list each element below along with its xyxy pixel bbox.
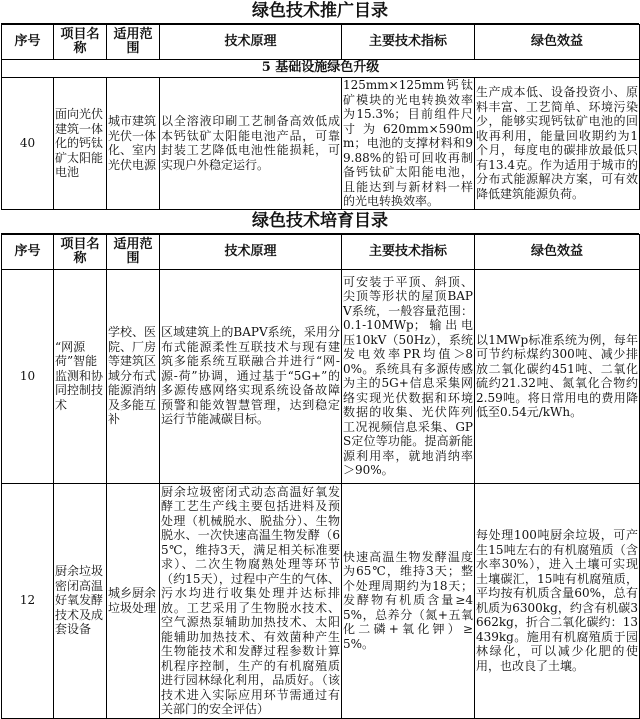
row-benefit: 每处理100吨厨余垃圾，可产生15吨左右的有机腐殖质（含水率30%），进入土壤可实现土壤碳汇，15吨有机腐殖质，平均按有机质含量60%，总有机质为6300kg，约含有机碳3662kg，折合二氧化碳约：13439kg。施用有机腐殖质于园林绿化，可以减少化肥的使用，也改良了土壤。 (475, 483, 640, 718)
table-row (2, 78, 640, 210)
header-name: 项目名称 (54, 25, 107, 60)
row-indicators: 可安装于平顶、斜顶、尖顶等形状的屋顶BAPV系统，一般容量范围：0.1-10MWp；输出电压10kV（50Hz），系统发电效率PR均值＞80%。系统具有多源传感为主的5G+信息采集网络实现光伏数据和环境数据的收集、光伏阵列工况视频信息采集、GPS定位等功能。提高新能源利用率，就地消纳率＞90%。 (342, 269, 475, 483)
cultivation-table (1, 234, 640, 719)
section-title-promotion: 绿色技术推广目录 (1, 0, 639, 24)
header-indicators: 主要技术指标 (342, 25, 475, 60)
row-name: 面向光伏建筑一体化的钙钛矿太阳能电池 (54, 78, 107, 210)
row-no: 12 (2, 483, 54, 718)
header-benefit: 绿色效益 (475, 25, 640, 60)
row-benefit: 生产成本低、设备投资小、原料丰富、工艺简单、环境污染少，能够实现钙钛矿电池的回收再利用，能量回收期约为1个月，每度电的碳排放最低只有13.4克。作为适用于城市的分布式能源解决方案，可有效降低建筑能源负荷。 (475, 78, 640, 210)
header-no: 序号 (2, 25, 54, 60)
table-row (2, 483, 640, 718)
row-no: 40 (2, 78, 54, 210)
row-principle: 以全溶液印刷工艺制备高效低成本钙钛矿太阳能电池产品，可靠封装工艺降低电池性能损耗，可实现户外稳定运行。 (160, 78, 342, 210)
header-scope: 适用范围 (107, 25, 160, 60)
row-principle: 区域建筑上的BAPV系统，采用分布式能源柔性互联技术与现有建筑多能系统互联融合并进行“网-源-荷”协调，通过基于“5G+”的多源传感网络实现系统设备故障预警和能效智慧管理，达到稳定运行节能减碳目标。 (160, 269, 342, 483)
promotion-table (1, 24, 640, 210)
category-label: 5 基础设施绿色升级 (2, 60, 640, 78)
row-no: 10 (2, 269, 54, 483)
row-scope: 学校、医院、厂房等建筑区域分布式能源消纳及多能互补 (107, 269, 160, 483)
document (1, 0, 639, 719)
row-indicators: 125mm×125mm钙钛矿模块的光电转换效率为15.3%；目前组件尺寸为620mm×590mm；电池的支撑材料和99.88%的铅可回收再制备钙钛矿太阳能电池，且能达到与新材料一样的光电转换效率。 (343, 78, 473, 208)
header-no: 序号 (2, 234, 54, 269)
row-name: “网源荷”智能监测和协同控制技术 (54, 269, 107, 483)
row-scope: 城市建筑光伏一体化、室内光伏电源 (107, 78, 160, 210)
section-title-cultivation: 绿色技术培育目录 (1, 210, 639, 234)
header-name: 项目名称 (54, 234, 107, 269)
header-row (2, 25, 640, 60)
table-row (2, 269, 640, 483)
category-row (2, 60, 640, 78)
row-scope: 城乡厨余垃圾处理 (107, 483, 160, 718)
header-principle: 技术原理 (160, 25, 342, 60)
row-indicators: 快速高温生物发酵温度为65℃，维持3天；整个处理周期约为18天；发酵物有机质含量≥45%，总养分（氮+五氧化二磷+氧化钾）≥5%。 (342, 483, 475, 718)
header-benefit: 绿色效益 (475, 234, 640, 269)
row-benefit: 以1MWp标准系统为例，每年可节约标煤约300吨、减少排放二氧化碳约451吨、二氧化硫约21.32吨、氮氧化合物约2.59吨。将日常用电的费用降低至0.54元/kWh。 (475, 269, 640, 483)
header-principle: 技术原理 (160, 234, 342, 269)
row-name: 厨余垃圾密闭高温好氧发酵技术及成套设备 (54, 483, 107, 718)
header-row (2, 234, 640, 269)
header-indicators: 主要技术指标 (342, 234, 475, 269)
row-principle: 厨余垃圾密闭式动态高温好氧发酵工艺生产线主要包括进料及预处理（机械脱水、脱盐分）、生物脱水、一次快速高温生物发酵（65℃，维持3天，满足相关标准要求）、二次生物腐熟处理等环节（约15天），过程中产生的气体、污水均进行收集处理并达标排放。工艺采用了生物脱水技术、空气源热泵辅助加热技术、太阳能辅助加热技术、有效菌种产生生物能技术和发酵过程参数计算机程序控制，生产的有机腐殖质进行园林绿化利用，品质好。（该技术进入实际应用环节需通过有关部门的安全评估） (161, 484, 340, 716)
header-scope: 适用范围 (107, 234, 160, 269)
